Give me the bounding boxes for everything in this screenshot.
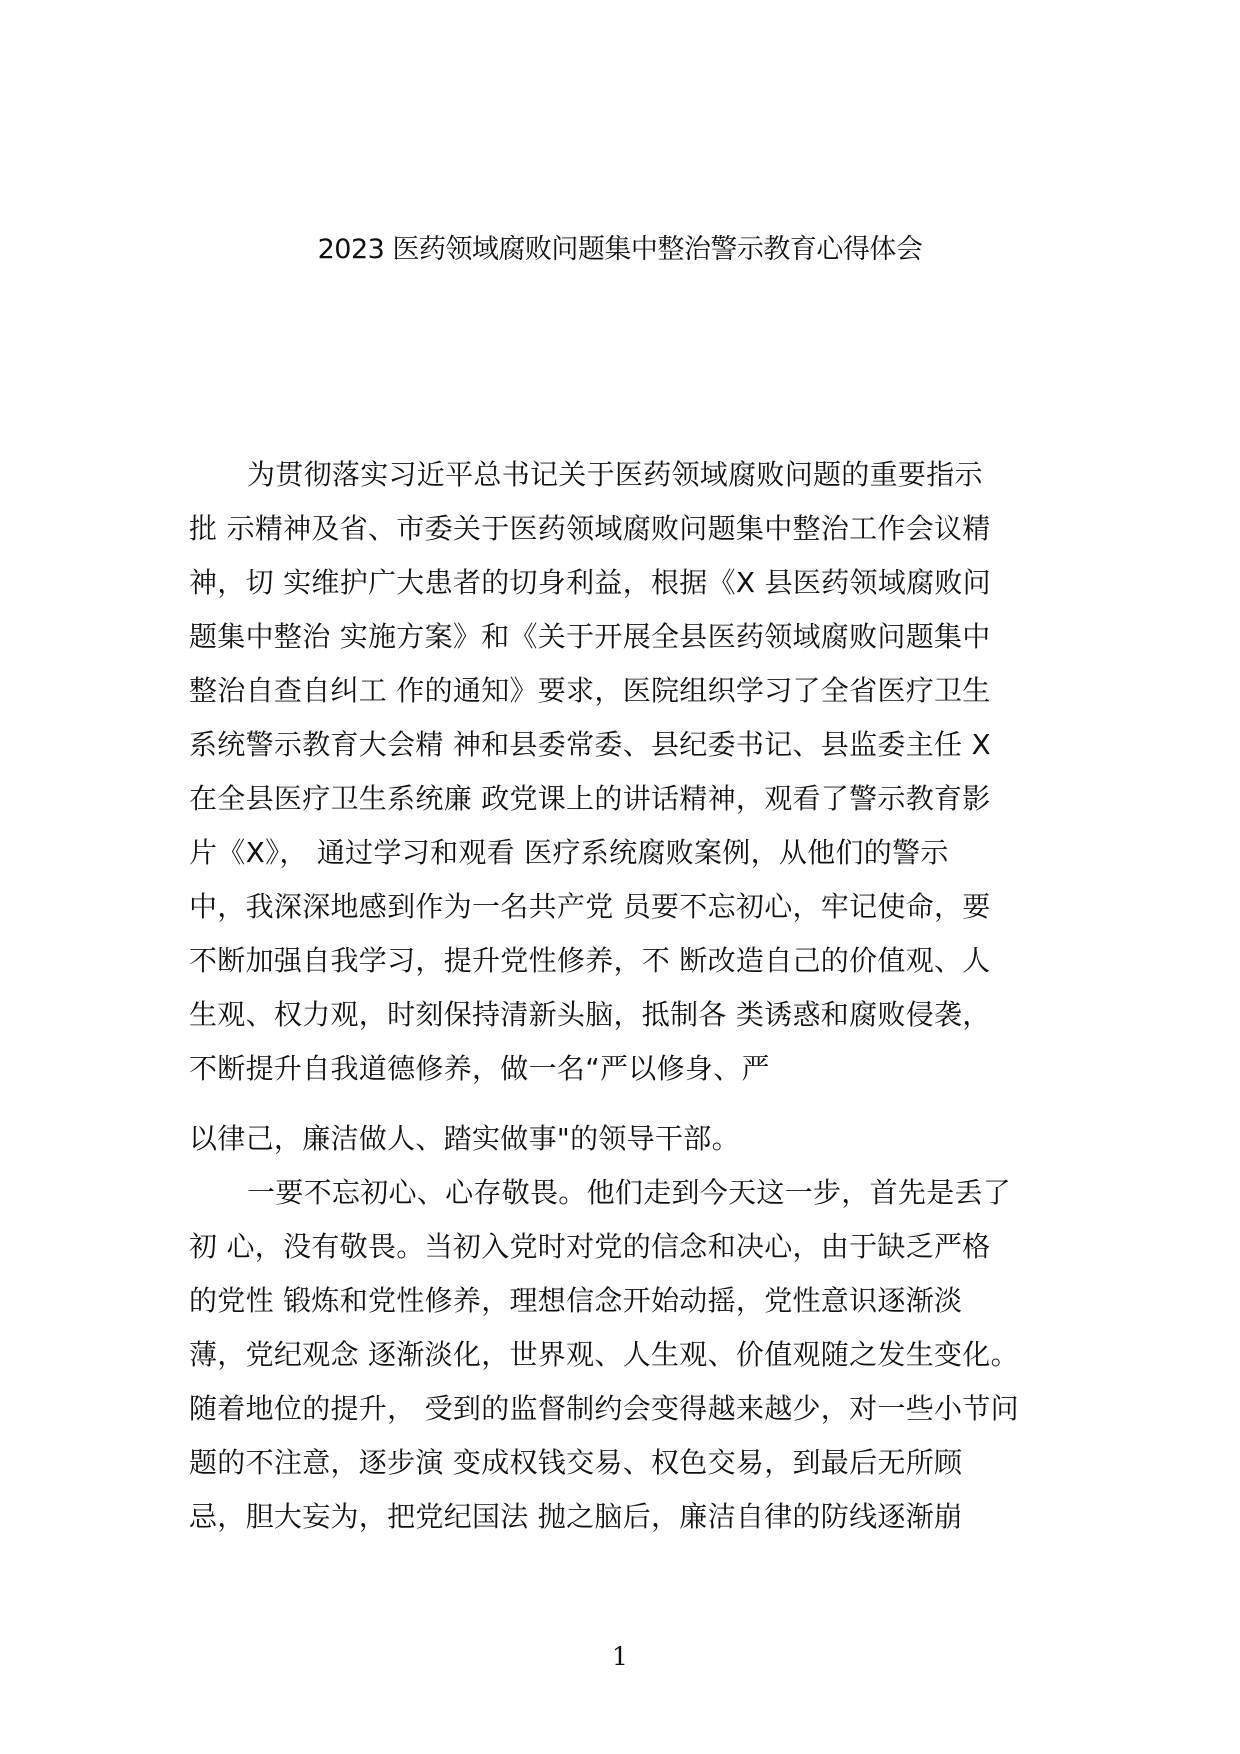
text-line: 生观、权力观，时刻保持清新头脑，抵制各 类诱惑和腐败侵袭， — [189, 998, 991, 1031]
text-line: 一要不忘初心、心存敬畏。他们走到今天这一步，首先是丢了 — [247, 1176, 1012, 1209]
paragraph-continuation — [189, 1112, 1069, 1166]
text-line: 题的不注意，逐步演 变成权钱交易、权色交易，到最后无所顾 — [189, 1446, 963, 1479]
text-line: 忌，胆大妄为，把党纪国法 抛之脑后，廉洁自律的防线逐渐崩 — [189, 1500, 963, 1533]
text-line: 随着地位的提升， 受到的监督制约会变得越来越少，对一些小节问 — [189, 1392, 1019, 1425]
text-line: 以律己，廉洁做人、踏实做事"的领导干部。 — [189, 1122, 740, 1155]
text-line: 在全县医疗卫生系统廉 政党课上的讲话精神，观看了警示教育影 — [189, 782, 991, 815]
text-line: 片《X》， 通过学习和观看 医疗系统腐败案例，从他们的警示 — [189, 836, 949, 869]
text-line: 为贯彻落实习近平总书记关于医药领域腐败问题的重要指示 — [247, 458, 983, 491]
text-line: 不断加强自我学习，提升党性修养，不 断改造自己的价值观、人 — [189, 944, 991, 977]
text-line: 批 示精神及省、市委关于医药领域腐败问题集中整治工作会议精 — [189, 512, 991, 545]
text-line: 薄，党纪观念 逐渐淡化，世界观、人生观、价值观随之发生变化。 — [189, 1338, 1019, 1371]
page-number: 1 — [612, 1642, 628, 1671]
text-line: 不断提升自我道德修养，做一名“严以修身、严 — [189, 1052, 770, 1085]
text-line: 整治自查自纠工 作的通知》要求，医院组织学习了全省医疗卫生 — [189, 674, 991, 707]
paragraph-first-point — [189, 1166, 1069, 1544]
text-line: 中，我深深地感到作为一名共产党 员要不忘初心，牢记使命，要 — [189, 890, 991, 923]
document-title: 2023 医药领域腐败问题集中整治警示教育心得体会 — [317, 234, 923, 265]
text-line: 的党性 锻炼和党性修养，理想信念开始动摇，党性意识逐渐淡 — [189, 1284, 963, 1317]
text-line: 神，切 实维护广大患者的切身利益，根据《X 县医药领域腐败问 — [189, 566, 991, 599]
text-line: 系统警示教育大会精 神和县委常委、县纪委书记、县监委主任 X — [189, 728, 991, 761]
paragraph-intro — [189, 448, 1069, 1096]
text-line: 初 心，没有敬畏。当初入党时对党的信念和决心，由于缺乏严格 — [189, 1230, 991, 1263]
text-line: 题集中整治 实施方案》和《关于开展全县医药领域腐败问题集中 — [189, 620, 991, 653]
